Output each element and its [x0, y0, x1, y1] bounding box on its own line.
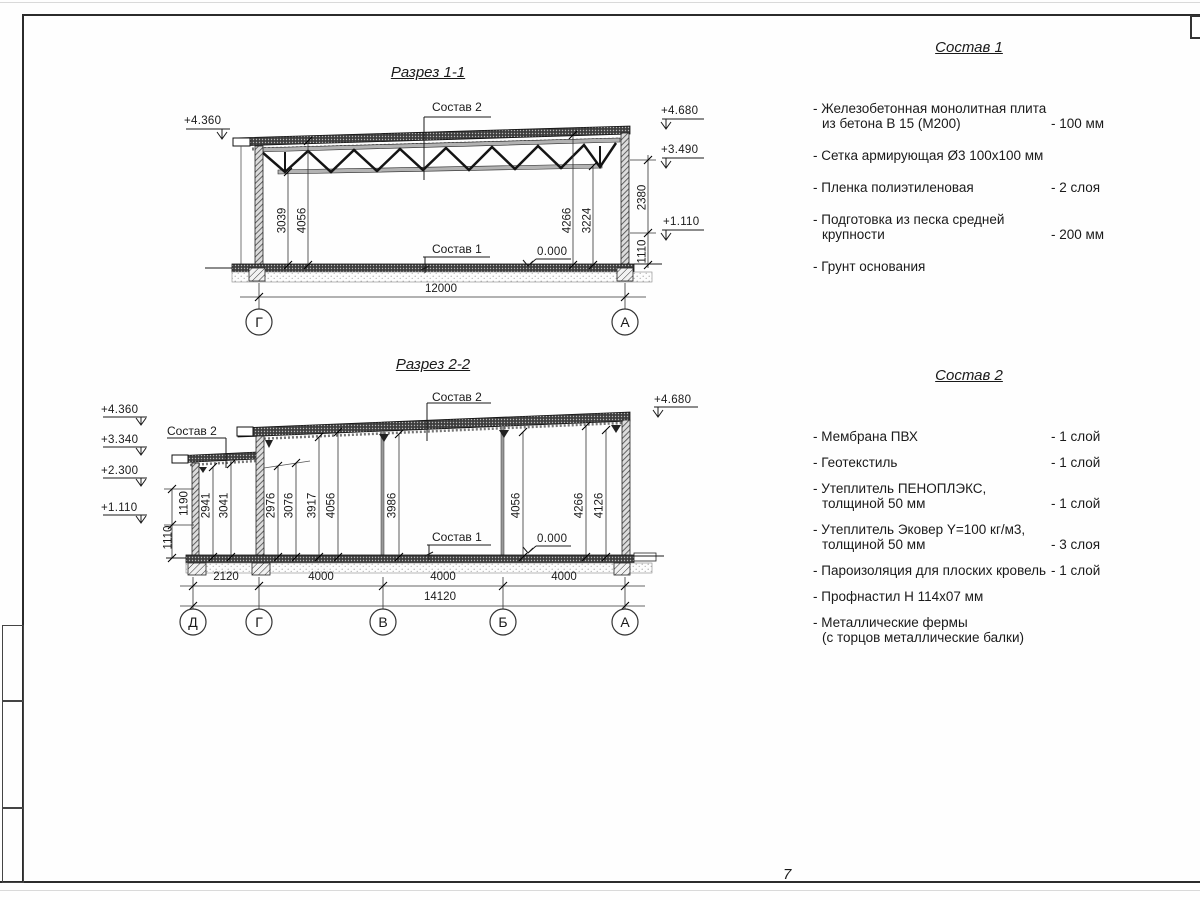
s2-elev-1110: +1.110 [101, 502, 138, 514]
item-name: - Железобетонная монолитная плита из бетона В 15 (М200) [813, 101, 1047, 131]
section1-sostav1-label: Состав 1 [432, 242, 482, 256]
sostav1-title: Состав 1 [935, 39, 1003, 56]
item-name: - Грунт основания [813, 259, 926, 274]
page-edge-top [0, 2, 1200, 3]
item-name: - Пленка полиэтиленовая [813, 180, 974, 195]
s2-dim-2941: 2941 [200, 492, 213, 519]
s2-sostav2-annex-label: Состав 2 [167, 424, 217, 438]
item-value: - 2 слоя [1051, 180, 1101, 195]
item-name: - Сетка армирующая Ø3 100х100 мм [813, 148, 1044, 163]
s1-axis-g: Г [255, 314, 263, 330]
s2-dim-2976: 2976 [265, 492, 278, 519]
s1-dim-1110: 1110 [636, 239, 649, 264]
item-value: - 200 мм [1051, 227, 1105, 242]
s2-axis-v: В [378, 614, 388, 630]
list-item [813, 522, 1125, 552]
roof-overhang-block [233, 138, 250, 146]
corner-stamp-box [1190, 15, 1200, 39]
s2-dim-3076: 3076 [283, 492, 296, 519]
item-name: - Пароизоляция для плоских кровель [813, 563, 1047, 578]
section1-title: Разрез 1-1 [390, 64, 466, 81]
s1-dim-4266: 4266 [561, 207, 574, 234]
sheet-number-mark: 7 [783, 866, 792, 883]
s2-dim-3917: 3917 [306, 492, 319, 519]
s1-dim-total: 12000 [425, 283, 457, 295]
s2-dim-4056a: 4056 [325, 492, 338, 519]
s2-elev-4680: +4.680 [654, 394, 692, 406]
s1-zero-mark: 0.000 [537, 246, 568, 258]
wall-axis-a2 [622, 420, 630, 557]
s2-dim-1190: 1190 [178, 491, 191, 516]
main-roof [238, 412, 630, 437]
s2-sostav2-main-label: Состав 2 [432, 390, 482, 404]
s2-dim-1110: 1110 [162, 525, 175, 550]
s1-dim-4056: 4056 [296, 207, 309, 234]
main-overhang [237, 427, 253, 436]
sand-bed [232, 272, 652, 282]
frame-bottom [0, 881, 1200, 883]
s2-dim-3986: 3986 [386, 492, 399, 519]
item-name: - Мембрана ПВХ [813, 429, 918, 444]
s1-elev-4680: +4.680 [661, 105, 699, 117]
margin-stamp-box-3 [2, 807, 24, 883]
s1-axis-a: А [620, 314, 630, 330]
item-name: - Утеплитель Эковер Y=100 кг/м3, толщиной 50 мм [813, 522, 1026, 552]
foundation-left [249, 268, 265, 281]
annex-overhang [172, 455, 188, 463]
margin-stamp-box-1 [2, 625, 24, 702]
wall-axis-a [621, 133, 629, 268]
list-item [813, 589, 1125, 604]
s1-dim-3039: 3039 [276, 207, 289, 234]
s2-elev-4360: +4.360 [101, 404, 139, 416]
wall-axis-d [192, 463, 199, 557]
foundation-right [617, 268, 633, 281]
s2-dim-4266: 4266 [573, 492, 586, 519]
s2-sostav1-label: Состав 1 [432, 530, 482, 544]
page-edge-bottom [0, 890, 1200, 891]
s2-dim-4000b: 4000 [430, 571, 456, 583]
s1-dim-2380: 2380 [636, 184, 649, 211]
sostav2-list [813, 368, 1125, 656]
wall-axis-g [255, 146, 263, 268]
item-value: - 1 слой [1051, 429, 1101, 444]
frame-top [22, 14, 1200, 16]
s2-zero-mark: 0.000 [537, 533, 568, 545]
item-value: - 1 слой [1051, 563, 1101, 578]
item-value: - 1 слой [1051, 455, 1101, 470]
s2-dim-4126: 4126 [593, 492, 606, 519]
sostav2-title: Состав 2 [935, 367, 1003, 384]
sostav1-list [813, 40, 1125, 291]
s1-elev-3490: +3.490 [661, 144, 699, 156]
section2-title: Разрез 2-2 [395, 356, 471, 373]
item-name: - Утеплитель ПЕНОПЛЭКС, толщиной 50 мм [813, 481, 987, 511]
floor-slab2 [186, 555, 634, 563]
s2-elev-2300: +2.300 [101, 465, 139, 477]
s1-elev-1110: +1.110 [663, 216, 700, 228]
s1-elev-left: +4.360 [184, 115, 222, 127]
list-item [813, 481, 1125, 511]
support-mark-annex [199, 467, 207, 473]
s2-axis-d: Д [188, 614, 198, 630]
s2-dim-4000a: 4000 [308, 571, 334, 583]
beam-edge [264, 461, 310, 468]
list-item [813, 455, 1125, 470]
item-name: - Геотекстиль [813, 455, 898, 470]
right-ledge [634, 553, 656, 561]
wall-axis-g2 [256, 436, 264, 557]
s2-dim-4000c: 4000 [551, 571, 577, 583]
item-value: - 1 слой [1051, 496, 1101, 511]
item-name: - Подготовка из песка средней крупности [813, 212, 1005, 242]
list-item [813, 180, 1125, 195]
item-name: - Металлические фермы (с торцов металлические балки) [813, 615, 1024, 645]
list-item [813, 615, 1125, 645]
s2-axis-a: А [620, 614, 630, 630]
list-item [813, 563, 1125, 578]
item-name: - Профнастил Н 114х07 мм [813, 589, 984, 604]
list-item [813, 148, 1125, 163]
floor-slab [232, 264, 634, 272]
section1-sostav2-label: Состав 2 [432, 100, 482, 114]
margin-stamp-box-2 [2, 700, 24, 809]
item-value: - 100 мм [1051, 116, 1105, 131]
list-item [813, 259, 1125, 274]
column-axis-b [501, 426, 504, 557]
list-item [813, 429, 1125, 444]
s2-elev-3340: +3.340 [101, 434, 139, 446]
list-item [813, 212, 1125, 242]
s2-dim-total: 14120 [424, 591, 456, 603]
section-1-1-drawing [150, 90, 720, 340]
s2-dim-2120: 2120 [213, 571, 239, 583]
s2-dim-3041: 3041 [218, 492, 231, 519]
s2-dim-4056b: 4056 [510, 492, 523, 519]
s2-axis-g: Г [255, 614, 263, 630]
column-axis-v [381, 431, 384, 557]
list-item [813, 101, 1125, 131]
item-value: - 3 слоя [1051, 537, 1101, 552]
s2-axis-b: Б [498, 614, 508, 630]
s1-dim-3224: 3224 [581, 207, 594, 234]
